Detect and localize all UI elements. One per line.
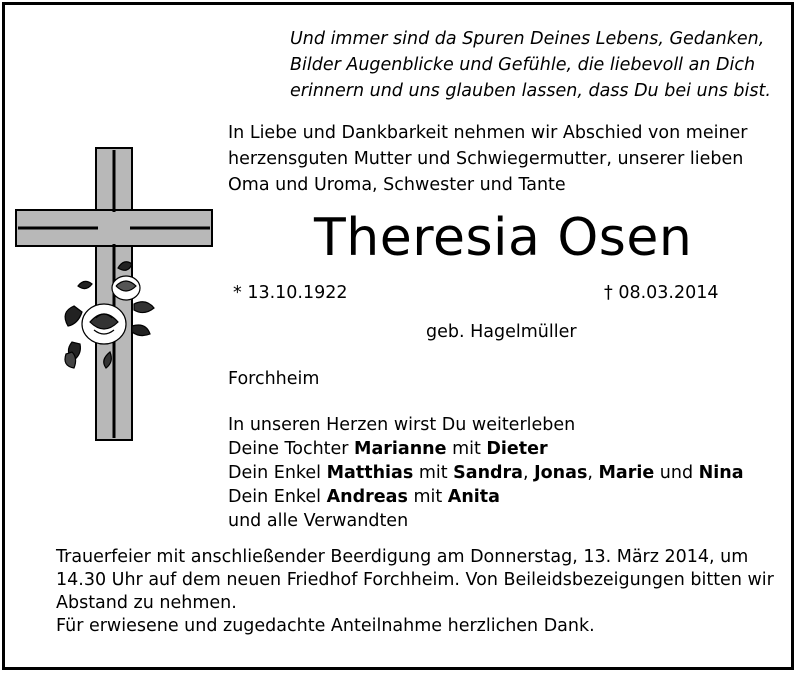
poem-line: erinnern und uns glauben lassen, dass Du bei uns bist. bbox=[290, 81, 771, 101]
funeral-info bbox=[56, 546, 776, 638]
intro-line: herzensguten Mutter und Schwiegermutter, unserer lieben bbox=[228, 149, 744, 169]
poem bbox=[290, 26, 770, 104]
footer-line: Für erwiesene und zugedachte Anteilnahme herzlichen Dank. bbox=[56, 616, 595, 636]
footer-line: Abstand zu nehmen. bbox=[56, 593, 237, 613]
family-line: und alle Verwandten bbox=[228, 511, 409, 531]
deceased-name: Theresia Osen bbox=[314, 208, 693, 268]
death-symbol: † bbox=[604, 283, 613, 303]
footer-line: Trauerfeier mit anschließender Beerdigung am Donnerstag, 13. März 2014, um bbox=[56, 547, 749, 567]
death-date bbox=[604, 283, 719, 303]
intro-text bbox=[228, 120, 768, 198]
poem-line: Bilder Augenblicke und Gefühle, die liebevoll an Dich bbox=[290, 55, 756, 75]
footer-line: 14.30 Uhr auf dem neuen Friedhof Forchheim. Von Beileidsbezeigungen bitten wir bbox=[56, 570, 774, 590]
family-line: Deine Tochter Marianne mit Dieter bbox=[228, 439, 548, 459]
poem-line: Und immer sind da Spuren Deines Lebens, Gedanken, bbox=[290, 29, 765, 49]
intro-line: In Liebe und Dankbarkeit nehmen wir Abschied von meiner bbox=[228, 123, 748, 143]
family-line: In unseren Herzen wirst Du weiterleben bbox=[228, 415, 576, 435]
cross-with-rose-icon bbox=[14, 146, 214, 446]
intro-line: Oma und Uroma, Schwester und Tante bbox=[228, 175, 566, 195]
birth-date bbox=[233, 283, 348, 303]
maiden-name: geb. Hagelmüller bbox=[426, 322, 577, 342]
birth-date-value: 13.10.1922 bbox=[247, 283, 348, 303]
place: Forchheim bbox=[228, 369, 320, 389]
family-list bbox=[228, 413, 744, 533]
birth-symbol: * bbox=[233, 283, 242, 303]
family-line: Dein Enkel Andreas mit Anita bbox=[228, 487, 500, 507]
family-line: Dein Enkel Matthias mit Sandra, Jonas, Marie und Nina bbox=[228, 463, 744, 483]
death-date-value: 08.03.2014 bbox=[618, 283, 719, 303]
